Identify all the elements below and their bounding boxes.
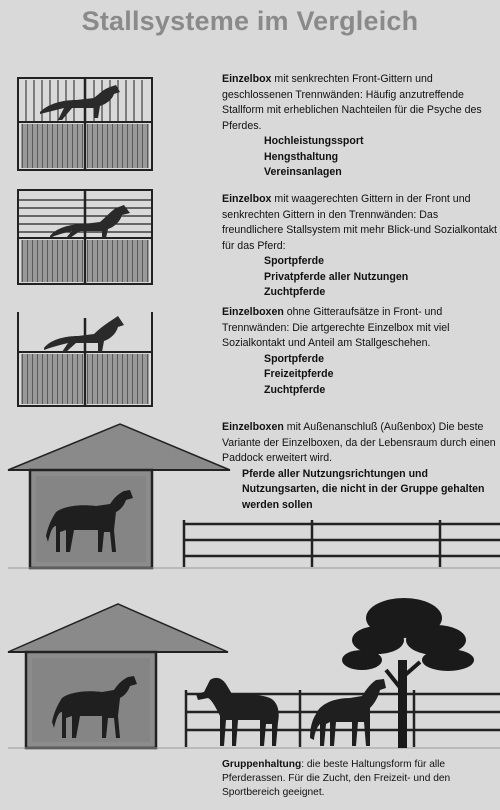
- section-2-lead: Einzelbox: [222, 193, 272, 205]
- section-5-text: [222, 758, 497, 800]
- page-title: Stallsysteme im Vergleich: [81, 6, 419, 36]
- section-4-uses: [222, 467, 497, 514]
- section-3-uses: [222, 352, 497, 399]
- box-vertical-bars-illustration: [18, 78, 152, 170]
- section-5-lead: Gruppenhaltung: [222, 759, 302, 770]
- use-item: Pferde aller Nutzungsrichtungen und Nutzungsarten, die nicht in der Gruppe gehalten werden sollen: [242, 467, 485, 511]
- tree-icon: [342, 598, 474, 748]
- use-item: Zuchtpferde: [264, 383, 326, 396]
- section-4-text: [222, 420, 497, 513]
- section-4-lead: Einzelboxen: [222, 421, 284, 433]
- section-3-description: ohne Gitteraufsätze in Front- und Trennwänden: Die artgerechte Einzelbox mit viel Sozialkontakt und Anteil am Stallgeschehen.: [222, 306, 450, 349]
- box-open-top-illustration: [18, 312, 152, 406]
- section-1-description: mit senkrechten Front-Gittern und geschlossenen Trennwänden: Häufig anzutreffende Stallform mit erheblichen Nachteilen für die Psyche des Pferdes.: [222, 73, 482, 132]
- use-item: Vereinsanlagen: [264, 166, 342, 178]
- section-2-text: [222, 192, 497, 301]
- use-item: Sportpferde: [264, 352, 325, 365]
- section-2-description: mit waagerechten Gittern in der Front und senkrechten Gittern in den Trennwänden: Das freundlichere Stallsystem mit mehr Blick-und Sozialkontakt für das Pferd:: [222, 193, 497, 252]
- use-item: Hochleistungssport: [264, 135, 364, 147]
- section-1-lead: Einzelbox: [222, 73, 272, 85]
- section-3-lead: Einzelboxen: [222, 306, 284, 318]
- use-item: Freizeitpferde: [264, 368, 334, 380]
- section-1-text: [222, 72, 497, 181]
- group-housing-illustration: [8, 598, 500, 748]
- box-horizontal-bars-illustration: [18, 190, 152, 284]
- section-2-uses: [222, 254, 497, 301]
- section-4-description: mit Außenanschluß (Außenbox) Die beste Variante der Einzelboxen, da der Lebensraum durch einen Paddock erweitert wird.: [222, 421, 496, 464]
- use-item: Privatpferde aller Nutzungen: [264, 270, 409, 283]
- use-item: Hengsthaltung: [264, 150, 339, 163]
- use-item: Sportpferde: [264, 255, 325, 267]
- section-3-text: [222, 305, 497, 398]
- section-5-description: : die beste Haltungsform für alle Pferderassen. Für die Zucht, den Freizeit- und den Sportbereich geeignet.: [222, 759, 451, 798]
- use-item: Zuchtpferde: [264, 286, 326, 298]
- paddock-fence: [184, 520, 500, 567]
- section-1-uses: [222, 134, 497, 181]
